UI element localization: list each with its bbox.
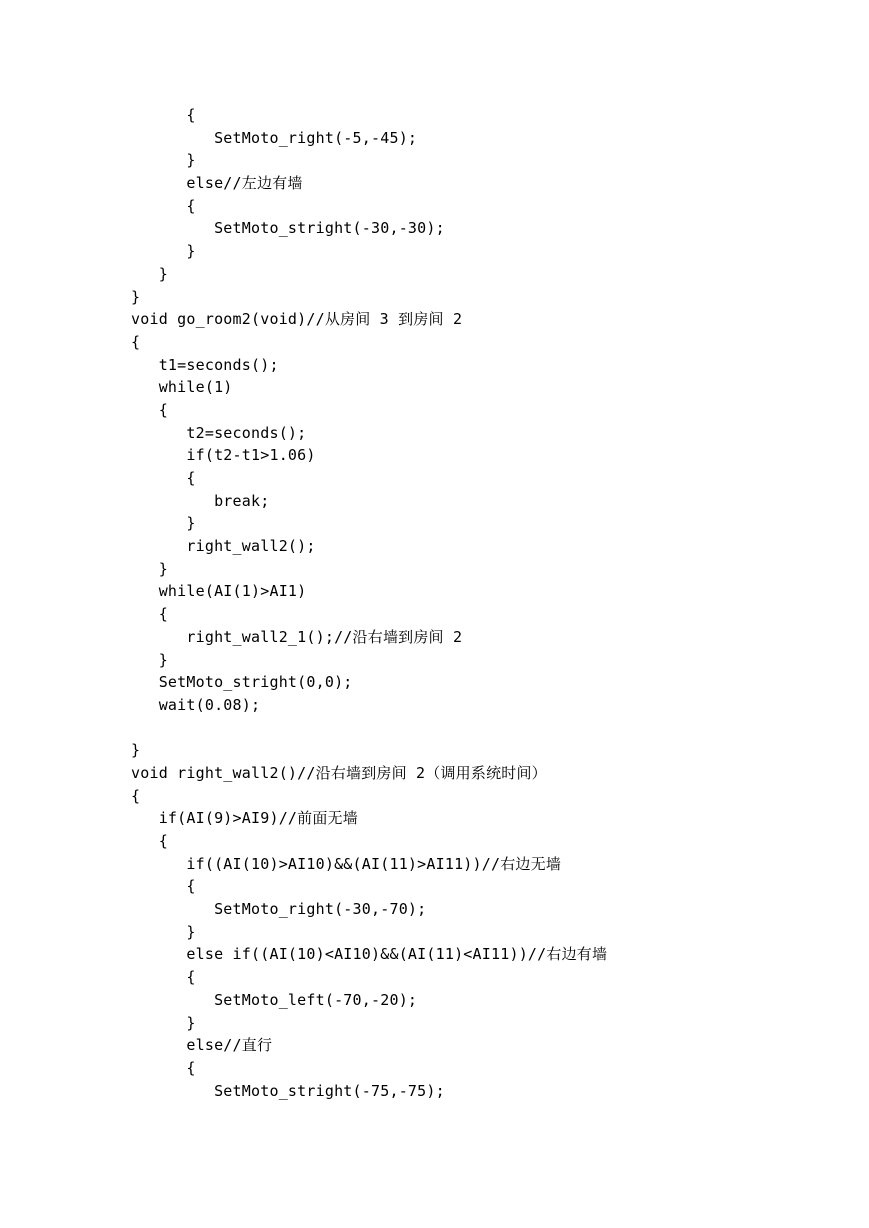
code-line: while(AI(1)>AI1) xyxy=(131,582,307,601)
code-line: } xyxy=(131,287,141,306)
code-line: else//直行 xyxy=(131,1036,273,1055)
code-line: void go_room2(void)//从房间 3 到房间 2 xyxy=(131,310,463,329)
code-line: SetMoto_stright(0,0); xyxy=(131,673,353,692)
code-line: { xyxy=(131,332,141,351)
code-line: } xyxy=(131,264,168,283)
code-line: if(AI(9)>AI9)//前面无墙 xyxy=(131,809,358,828)
code-line: { xyxy=(131,1058,196,1077)
code-line: { xyxy=(131,968,196,987)
code-line: { xyxy=(131,877,196,896)
code-line: SetMoto_stright(-30,-30); xyxy=(131,219,445,238)
code-line: else if((AI(10)<AI10)&&(AI(11)<AI11))//右边有墙 xyxy=(131,945,608,964)
code-listing xyxy=(131,104,831,1102)
code-line: right_wall2_1();//沿右墙到房间 2 xyxy=(131,627,463,646)
code-line: } xyxy=(131,151,196,170)
code-line: void right_wall2()//沿右墙到房间 2（调用系统时间） xyxy=(131,763,547,782)
code-line: { xyxy=(131,106,196,124)
code-line: SetMoto_left(-70,-20); xyxy=(131,990,418,1009)
code-line: } xyxy=(131,514,196,533)
code-line: } xyxy=(131,741,141,760)
code-line: } xyxy=(131,242,196,261)
code-line: else//左边有墙 xyxy=(131,174,303,193)
code-line: SetMoto_right(-5,-45); xyxy=(131,128,418,147)
code-line: if((AI(10)>AI10)&&(AI(11)>AI11))//右边无墙 xyxy=(131,854,562,873)
code-line: right_wall2(); xyxy=(131,537,316,556)
code-line: wait(0.08); xyxy=(131,695,261,714)
code-line: { xyxy=(131,832,168,850)
code-line: } xyxy=(131,559,168,578)
code-line: } xyxy=(131,922,196,941)
code-line: { xyxy=(131,196,196,215)
code-line: if(t2-t1>1.06) xyxy=(131,446,316,465)
code-line xyxy=(131,717,831,740)
code-line: { xyxy=(131,786,141,805)
code-line: t2=seconds(); xyxy=(131,423,307,442)
code-line: while(1) xyxy=(131,378,233,397)
code-line: { xyxy=(131,605,168,624)
code-line: { xyxy=(131,400,168,419)
code-line: SetMoto_stright(-75,-75); xyxy=(131,1081,445,1100)
code-line: } xyxy=(131,650,168,669)
code-line: { xyxy=(131,469,196,487)
code-line: break; xyxy=(131,491,270,510)
code-line: } xyxy=(131,1013,196,1032)
code-line: t1=seconds(); xyxy=(131,355,279,374)
code-line: SetMoto_right(-30,-70); xyxy=(131,900,427,919)
